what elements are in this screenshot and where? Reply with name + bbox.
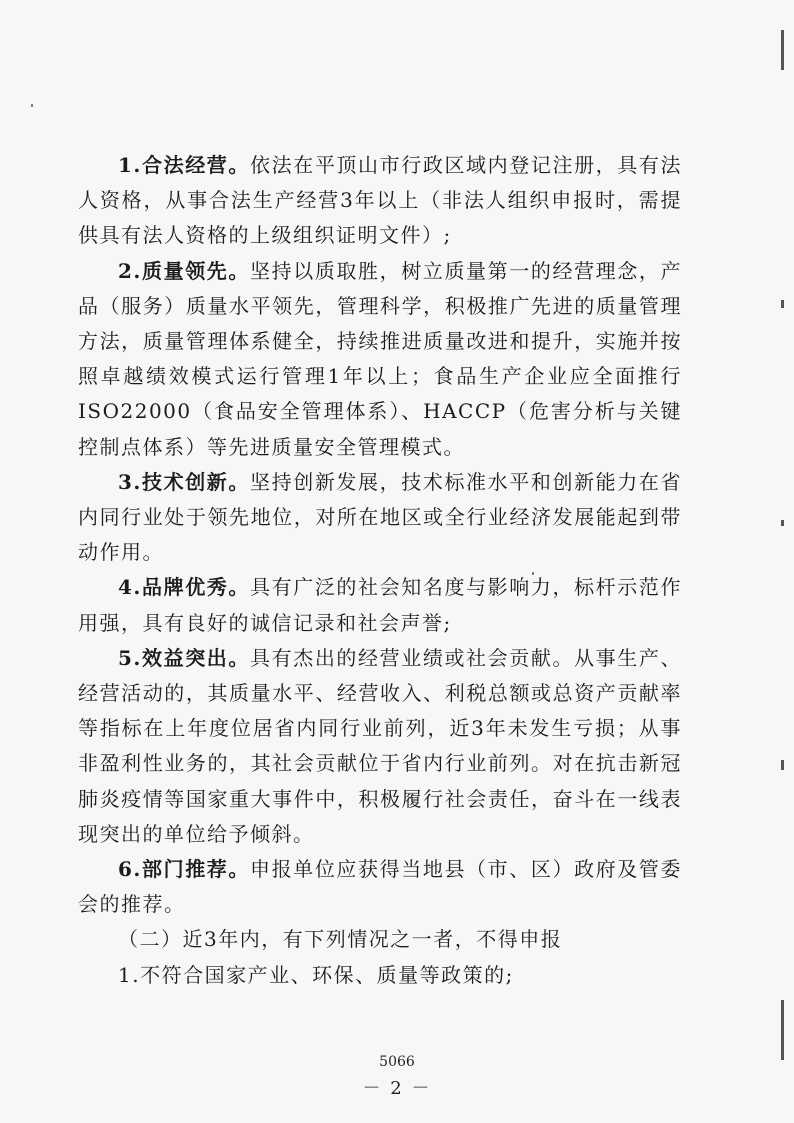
paragraph-exclusion-item-1 <box>78 958 682 993</box>
paragraph-exclusion-intro <box>78 922 682 957</box>
paragraph-heading: 4.品牌优秀。 <box>118 575 251 600</box>
paragraph-quality-leading <box>78 254 682 465</box>
paragraph-body: 具有广泛的社会知名度与影响力，标杆示范作用强，具有良好的诚信记录和社会声誉; <box>78 575 682 635</box>
paragraph-body: 坚持以质取胜，树立质量第一的经营理念，产品（服务）质量水平领先，管理科学，积极推广先进的质量管理方法，质量管理体系健全，持续推进质量改进和提升，实施并按照卓越绩效模式运行管理1年以上；食品生产企业应全面推行ISO22000（食品安全管理体系）、HACCP（危害分析与关键控制点体系）等先进质量安全管理模式。 <box>78 258 682 459</box>
paragraph-body: （二）近3年内，有下列情况之一者，不得申报 <box>118 927 563 952</box>
scan-edge-marks <box>778 0 784 1123</box>
paragraph-body: 依法在平顶山市行政区域内登记注册，具有法人资格，从事合法生产经营3年以上（非法人组织申报时，需提供具有法人资格的上级组织证明文件）; <box>78 153 682 248</box>
scan-speck <box>31 104 33 107</box>
paragraph-legal-operation <box>78 148 682 254</box>
body-text <box>78 148 682 993</box>
paragraph-heading: 6.部门推荐。 <box>118 857 251 882</box>
paragraph-body: 1.不符合国家产业、环保、质量等政策的; <box>118 962 514 987</box>
paragraph-department-recommendation <box>78 852 682 922</box>
paragraph-heading: 1.合法经营。 <box>118 153 251 177</box>
paragraph-heading: 5.效益突出。 <box>118 645 251 670</box>
paragraph-body: 具有杰出的经营业绩或社会贡献。从事生产、经营活动的，其质量水平、经营收入、利税总额或总资产贡献率等指标在上年度位居省内同行业前列，近3年未发生亏损；从事非盈利性业务的，其社会贡献位于省内行业前列。对在抗击新冠肺炎疫情等国家重大事件中，积极履行社会责任，奋斗在一线表现突出的单位给予倾斜。 <box>78 645 682 846</box>
paragraph-heading: 3.技术创新。 <box>118 469 251 494</box>
paragraph-body: 坚持创新发展，技术标准水平和创新能力在省内同行业处于领先地位，对所在地区或全行业经济发展能起到带动作用。 <box>78 469 682 565</box>
paragraph-outstanding-benefit <box>78 641 682 852</box>
paragraph-brand-excellence <box>78 570 682 640</box>
page-number: － 2 － <box>362 1078 432 1099</box>
paragraph-body: 申报单位应获得当地县（市、区）政府及管委会的推荐。 <box>78 857 682 917</box>
page-code: 5066 <box>379 1054 415 1070</box>
paragraph-heading: 2.质量领先。 <box>118 258 251 283</box>
paragraph-tech-innovation <box>78 465 682 571</box>
